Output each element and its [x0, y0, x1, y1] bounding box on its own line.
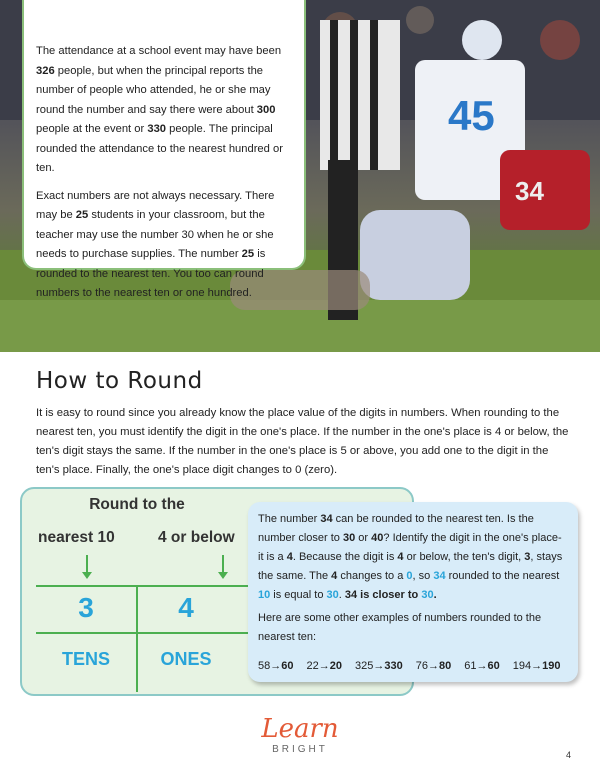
four-or-below-header: 4 or below: [158, 529, 235, 546]
text: or below, the ten's digit,: [403, 551, 525, 563]
page-number: 4: [566, 750, 572, 760]
section-body: It is easy to round since you already know the place value of the digits in numbers. When rounding to the nearest ten, you must identify the digit in the one's place. If the number in the one's place is 4 or below, the ten's digit stays the same. If the number in the one's place is 5 or above, you add one to the digit in the ten's place. Finally, the one's place digit changes to 0 (zero).: [36, 407, 569, 476]
highlight-number: 30: [421, 589, 434, 601]
conclusion-text: 34 is closer to: [344, 589, 422, 601]
number: 25: [241, 248, 255, 260]
example-item: 61→60: [464, 660, 500, 672]
text: or: [355, 532, 372, 544]
example-item: 22→20: [306, 660, 342, 672]
text: changes to a: [337, 570, 407, 582]
number: 326: [36, 64, 55, 77]
nearest-ten-header: nearest 10: [38, 529, 115, 546]
section-heading: How to Round: [36, 368, 203, 394]
jersey-number: 45: [448, 92, 495, 139]
text: is equal to: [270, 589, 327, 601]
text: students in your classroom, but the teacher may use the number 30 when he or she needs to purchase supplies. The number: [36, 209, 274, 260]
text: is rounded to the nearest ten. You too can round numbers to the nearest ten or one hundred.: [36, 248, 266, 299]
text: ? Identify the digit in the one's place- it is a: [258, 532, 562, 563]
text: people, but when the principal reports the number of people who attended, he or she may round the number and say there were about: [36, 64, 271, 116]
rounding-chart-title: Round to the: [89, 496, 185, 513]
number: 30: [342, 532, 356, 544]
jersey-number-2: 34: [515, 176, 544, 206]
learn-bright-logo: [250, 714, 350, 770]
number: 40: [371, 532, 384, 544]
number: 4: [397, 551, 404, 563]
number: 330: [147, 123, 167, 135]
text: . Because the digit is: [292, 551, 398, 563]
number: 3: [524, 551, 531, 563]
divider-line: [36, 585, 254, 587]
conclusion-text: .: [433, 589, 437, 601]
examples-list: [258, 657, 568, 676]
explanation-paragraph: [258, 510, 568, 605]
example-item: 194→190: [512, 660, 561, 672]
logo-wordmark: Learn: [261, 714, 339, 744]
example-item: 58→60: [258, 660, 294, 672]
ones-label: ONES: [160, 649, 212, 669]
text: Exact numbers are not always necessary. There may be: [36, 189, 275, 221]
number: 4: [286, 551, 293, 563]
text: .: [338, 589, 345, 601]
intro-paragraph-2: [36, 187, 292, 304]
tens-label: TENS: [61, 649, 110, 669]
highlight-number: 10: [258, 589, 271, 601]
number: 34: [320, 513, 333, 525]
examples-intro: Here are some other examples of numbers rounded to the nearest ten:: [258, 612, 542, 643]
ones-digit: 4: [178, 592, 194, 623]
down-arrow-icon: [86, 555, 88, 573]
text: The number: [258, 513, 321, 525]
highlight-number: 0: [406, 570, 413, 582]
example-item: 325→330: [355, 660, 403, 672]
explanation-card: [248, 502, 578, 682]
text: The attendance at a school event may have been: [36, 45, 282, 57]
example-item: 76→80: [415, 660, 452, 672]
text: people. The principal rounded the attendance to the nearest hundred or ten.: [36, 123, 283, 174]
intro-text-card: [22, 0, 306, 299]
tens-digit: 3: [78, 592, 94, 623]
text: , so: [412, 570, 434, 582]
logo-subtext: BRIGHT: [272, 744, 328, 755]
divider-line: [36, 632, 254, 634]
text: can be rounded to the nearest ten. Is the number closer to: [258, 513, 534, 544]
text: , stays the same. The: [258, 551, 563, 582]
highlight-number: 30: [326, 589, 339, 601]
number: 300: [256, 103, 276, 116]
number: 4: [331, 570, 338, 582]
text: people at the event or: [36, 123, 148, 135]
down-arrow-icon: [222, 555, 224, 573]
text: rounded to the nearest: [445, 570, 560, 582]
intro-paragraph-1: [36, 42, 292, 179]
highlight-number: 34: [433, 570, 446, 582]
number: 25: [75, 209, 89, 221]
